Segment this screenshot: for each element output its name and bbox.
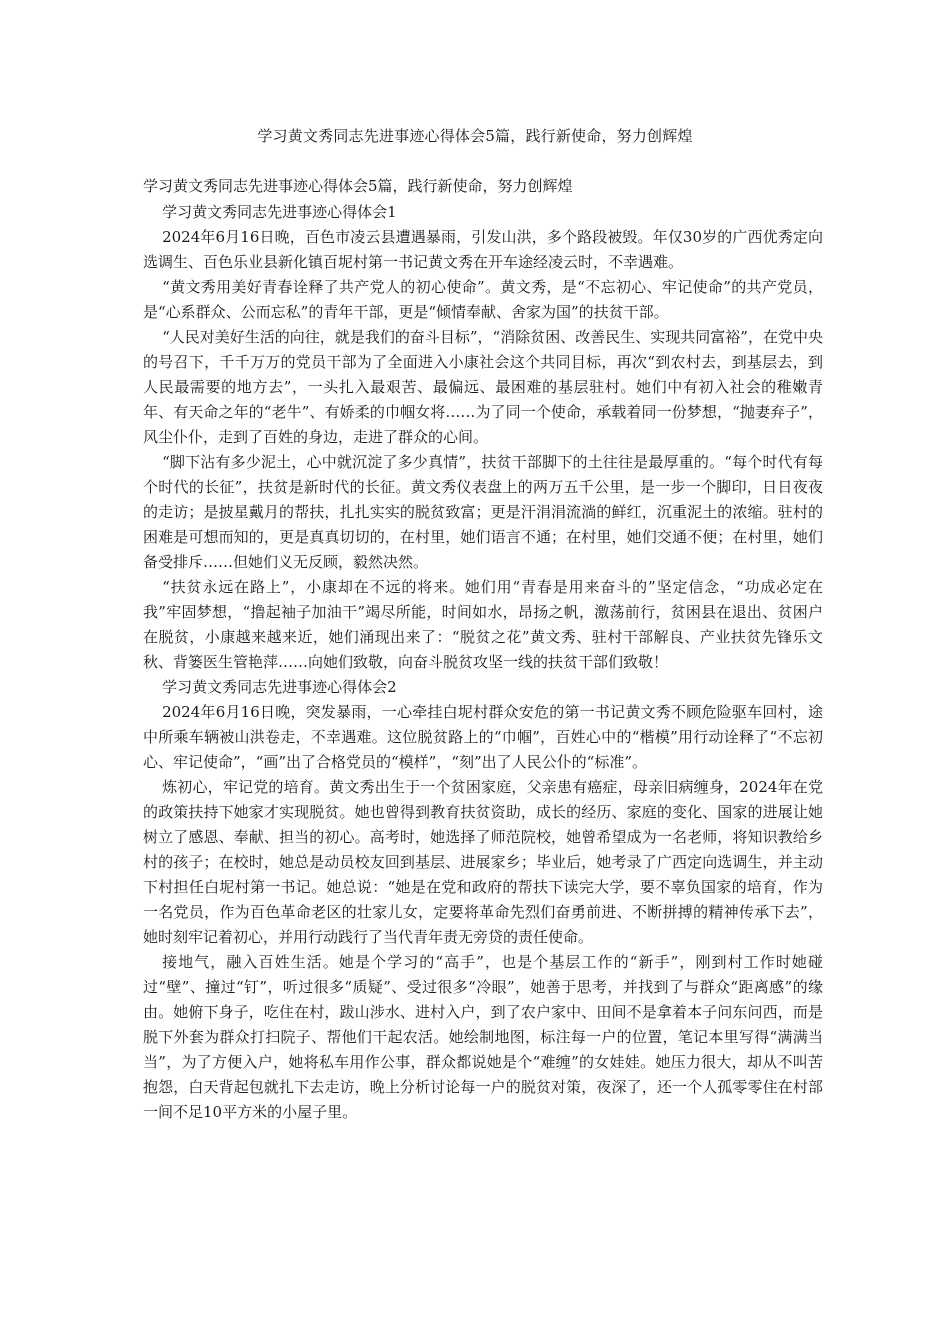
page-title: 学习黄文秀同志先进事迹心得体会5篇，践行新使命，努力创辉煌 (257, 127, 693, 145)
paragraph: “黄文秀用美好青春诠释了共产党人的初心使命”。黄文秀，是“不忘初心、牢记使命”的共产党员，是“心系群众、公而忘私”的青年干部，更是“倾情奉献、舍家为国”的扶贫干部。 (143, 278, 823, 321)
section-heading-1: 学习黄文秀同志先进事迹心得体会1 (162, 203, 397, 221)
paragraph: “扶贫永远在路上”，小康却在不远的将来。她们用“青春是用来奋斗的”坚定信念，“功成必定在我”牢固梦想，“撸起袖子加油干”竭尽所能，时间如水，昂扬之帆，激荡前行，贫困县在退出、贫困户在脱贫，小康越来越来近，她们涌现出来了：“脱贫之花”黄文秀、驻村干部解良、产业扶贫先锋乐文秋、背篓医生管艳萍……向她们致敬，向奋斗脱贫攻坚一线的扶贫干部们致敬！ (143, 578, 823, 671)
paragraph: “人民对美好生活的向往，就是我们的奋斗目标”，“消除贫困、改善民生、实现共同富裕”，在党中央的号召下，千千万万的党员干部为了全面进入小康社会这个共同目标，再次“到农村去，到基层去，到人民最需要的地方去”，一头扎入最艰苦、最偏远、最困难的基层驻村。她们中有初入社会的稚嫩青年、有天命之年的“老牛”、有娇柔的巾帼女将……为了同一个使命，承载着同一份梦想，“抛妻弃子”，风尘仆仆，走到了百姓的身边，走进了群众的心间。 (143, 328, 823, 446)
paragraph: 2024年6月16日晚，突发暴雨，一心牵挂白坭村群众安危的第一书记黄文秀不顾危险驱车回村，途中所乘车辆被山洪卷走，不幸遇难。这位脱贫路上的“巾帼”，百姓心中的“楷模”用行动诠释了“不忘初心、牢记使命”，“画”出了合格党员的“模样”，“刻”出了人民公仆的“标准”。 (143, 703, 823, 771)
paragraph: 炼初心，牢记党的培育。黄文秀出生于一个贫困家庭，父亲患有癌症，母亲旧病缠身，2024年在党的政策扶持下她家才实现脱贫。她也曾得到教育扶贫资助，成长的经历、家庭的变化、国家的进展让她树立了感恩、奉献、担当的初心。高考时，她选择了师范院校，她曾希望成为一名老师，将知识教给乡村的孩子；在校时，她总是动员校友回到基层、进展家乡；毕业后，她考录了广西定向选调生，并主动下村担任白坭村第一书记。她总说：“她是在党和政府的帮扶下读完大学，要不辜负国家的培育，作为一名党员，作为百色革命老区的壮家儿女，定要将革命先烈们奋勇前进、不断拼搏的精神传承下去”，她时刻牢记着初心，并用行动践行了当代青年责无旁贷的责任使命。 (143, 778, 823, 946)
document-body (143, 174, 823, 1125)
paragraph: “脚下沾有多少泥土，心中就沉淀了多少真情”，扶贫干部脚下的土往往是最厚重的。“每个时代有每个时代的长征”，扶贫是新时代的长征。黄文秀仪表盘上的两万五千公里，是一步一个脚印，日日夜夜的走访；是披星戴月的帮扶，扎扎实实的脱贫致富；更是汗涓涓流淌的鲜红，沉重泥土的浓缩。驻村的困难是可想而知的，更是真真切切的，在村里，她们语言不通；在村里，她们交通不便；在村里，她们备受排斥……但她们义无反顾，毅然决然。 (143, 453, 823, 571)
paragraph: 2024年6月16日晚，百色市凌云县遭遇暴雨，引发山洪，多个路段被毁。年仅30岁的广西优秀定向选调生、百色乐业县新化镇百坭村第一书记黄文秀在开车途经凌云时，不幸遇难。 (143, 228, 823, 271)
paragraph: 接地气，融入百姓生活。她是个学习的“高手”，也是个基层工作的“新手”，刚到村工作时她碰过“壁”、撞过“钉”，听过很多“质疑”、受过很多“冷眼”，她善于思考，并找到了与群众“距离感”的缘由。她俯下身子，吃住在村，跋山涉水、进村入户，到了农户家中、田间不是拿着本子问东问西，而是脱下外套为群众打扫院子、帮他们干起农活。她绘制地图，标注每一户的位置，笔记本里写得“满满当当”，为了方便入户，她将私车用作公事，群众都说她是个“难缠”的女娃娃。她压力很大，却从不叫苦抱怨，白天背起包就扎下去走访，晚上分析讨论每一户的脱贫对策，夜深了，还一个人孤零零住在村部一间不足10平方米的小屋子里。 (143, 953, 823, 1121)
section-heading-2: 学习黄文秀同志先进事迹心得体会2 (162, 678, 397, 696)
document-heading: 学习黄文秀同志先进事迹心得体会5篇，践行新使命，努力创辉煌 (143, 177, 573, 195)
